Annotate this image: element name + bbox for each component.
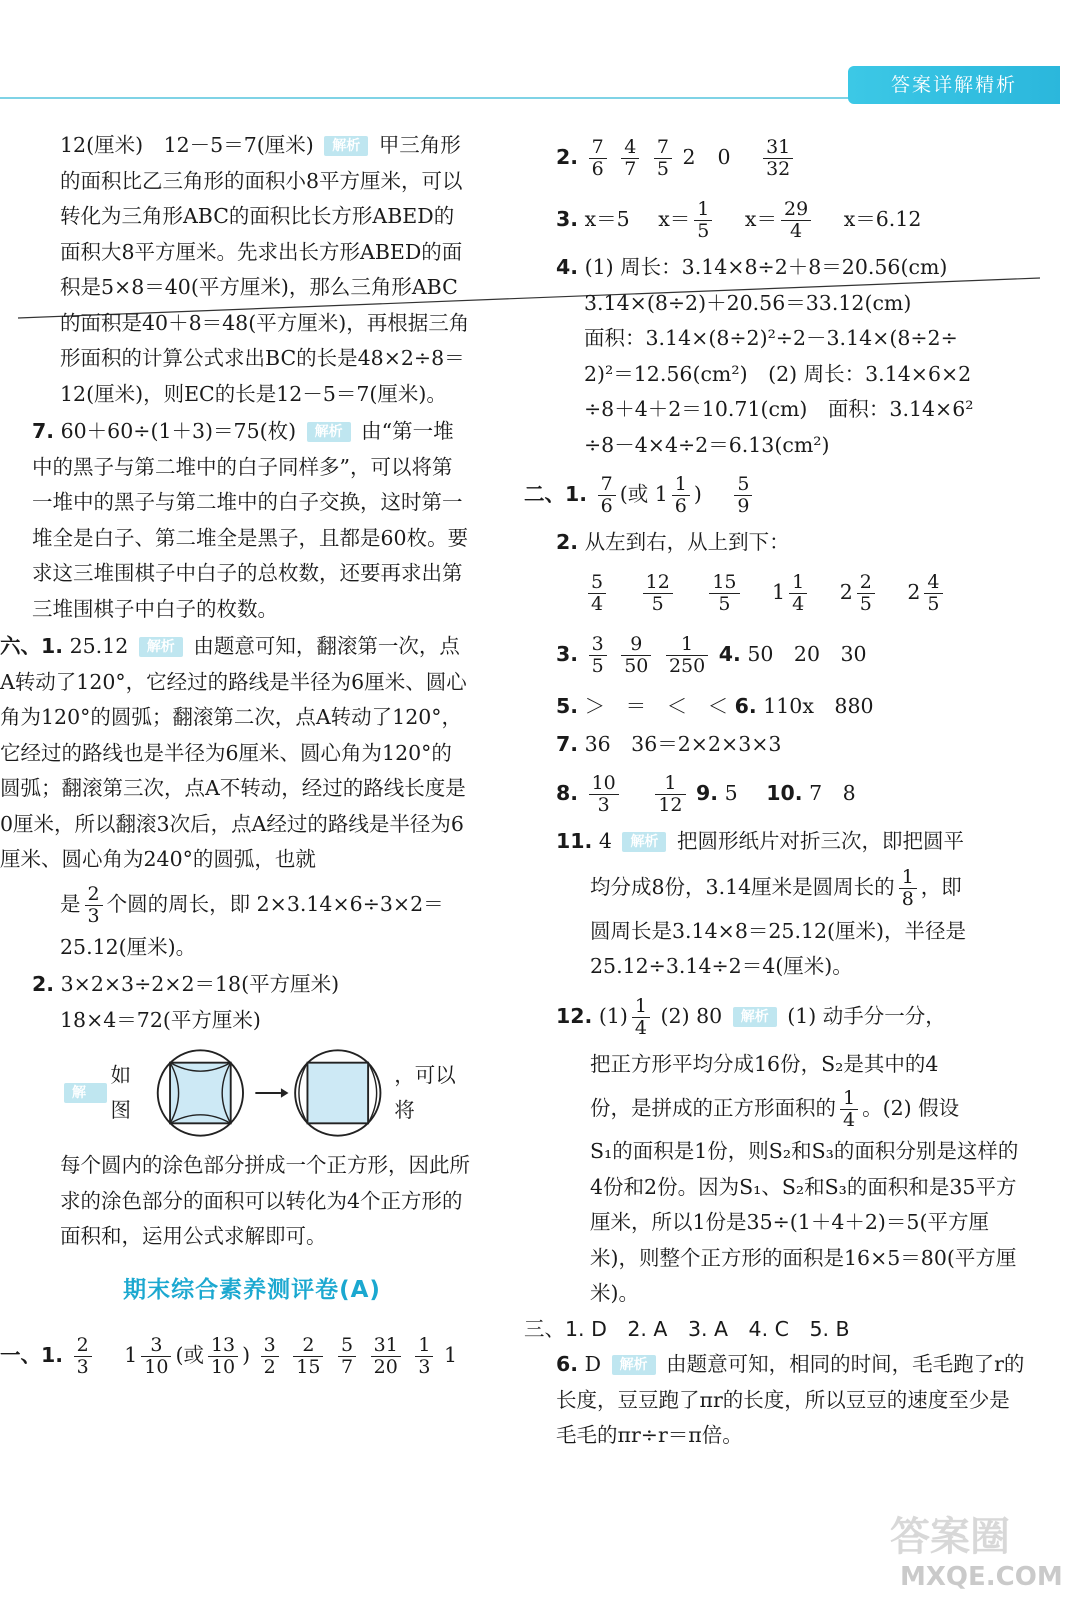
r-s2-q12-line: S₁的面积是1份，则S₂和S₃的面积分别是这样的4份和2份。因为S₁、S₂和S₃的面积和是35平方厘米，所以1份是35÷(1＋4＋2)＝5(平方厘米)，则整个正方形的面积是16×5＝80(平方厘米)。 — [590, 1139, 1019, 1305]
analysis-tag: 解析 — [622, 832, 666, 852]
fraction: $\frac{7}{6}$ — [589, 137, 607, 180]
fraction: $\frac{2}{3}$ — [74, 1335, 92, 1378]
analysis-tag: 解析 — [324, 136, 368, 156]
fraction: $\frac{1}{3}$ — [415, 1335, 433, 1378]
left-column — [0, 128, 472, 1386]
fraction: $\frac{1}{8}$ — [899, 867, 917, 910]
fraction: $\frac{2}{5}$ — [857, 572, 875, 615]
fraction: $\frac{15}{5}$ — [709, 572, 739, 615]
r-s2-q11-line: 圆周长是3.14×8＝25.12(厘米)，半径是 — [590, 918, 967, 943]
analysis-tag: 解析 — [733, 1007, 777, 1027]
fraction: $\frac{3}{2}$ — [261, 1335, 279, 1378]
r-q4-line: ÷8＋4＋2＝10.71(cm) 面积：3.14×6² — [584, 397, 974, 421]
fraction: $\frac{4}{5}$ — [924, 572, 942, 615]
r-q4-line: 3.14×(8÷2)＋20.56＝33.12(cm) — [584, 290, 912, 315]
r-s2-q11-cont: 均分成8份，3.14厘米是圆周长的 $\frac{1}{8}$ ，即 — [590, 865, 962, 910]
fraction: $\frac{2}{15}$ — [293, 1335, 323, 1378]
r-s2-q3-q4: 3. $\frac{3}{5}$ $\frac{9}{50}$ $\frac{1}{250}$ 4. 50 20 30 — [556, 632, 867, 677]
q6-1-end: 25.12(厘米)。 — [60, 934, 197, 959]
fraction: $\frac{3}{5}$ — [589, 634, 607, 677]
circle-square-figure — [153, 1043, 390, 1143]
r-q4-line: ÷8－4×4÷2＝6.13(cm²) — [584, 432, 830, 457]
fraction: $\frac{10}{3}$ — [589, 773, 619, 816]
fraction: $\frac{9}{50}$ — [621, 634, 651, 677]
fraction: $\frac{1}{12}$ — [655, 773, 685, 816]
r-s2-q1: 二、1. $\frac{7}{6}$ (或 1 $\frac{1}{6}$ ) $\frac{5}{9}$ — [524, 463, 1026, 525]
fraction: $\frac{1}{250}$ — [666, 634, 708, 677]
fraction: $\frac{5}{4}$ — [588, 572, 606, 615]
q6-1: 六、1. 25.12 解析 由题意可知，翻滚第一次，点A转动了120°，它经过的路线是半径为6厘米、圆心角为120°的圆弧；翻滚第二次，点A转动了120°，它经过的路线也是半径为6厘米、圆心角为120°的圆弧；翻滚第三次，点A不转动，经过的路线长度是0厘米，所以翻滚3次后，点A经过的路线是半径为6厘米、圆心角为240°的圆弧，也就 — [0, 634, 467, 871]
r-s3-q6: 6. D 解析 由题意可知，相同的时间，毛毛跑了r的长度，豆豆跑了πr的长度，所以豆豆的速度至少是毛毛的πr÷r＝π倍。 — [556, 1352, 1025, 1447]
fraction: $\frac{1}{4}$ — [632, 996, 650, 1039]
fraction: $\frac{1}{5}$ — [694, 199, 712, 242]
final-test-q1: 一、1. $\frac{2}{3}$ 1 $\frac{3}{10}$ (或 $\frac{13}{10}$ ) $\frac{3}{2}$ $\frac{2}{15}$ $\frac{5}{7}$ $\frac{31}{20}$ $\frac{1}{3}$ 1 — [0, 1334, 458, 1378]
watermark-logo: 答案圈 — [890, 1514, 1010, 1560]
fraction: $\frac{13}{10}$ — [208, 1335, 238, 1378]
fraction: $\frac{29}{4}$ — [781, 199, 811, 242]
r-s2-q12-cont: 份，是拼成的正方形面积的 $\frac{1}{4}$ 。(2) 假设 — [590, 1087, 960, 1131]
q6-answer: 12(厘米) 12－5＝7(厘米) 解析 甲三角形的面积比乙三角形的面积小8平方厘米，可以转化为三角形ABC的面积比长方形ABED的面积大8平方厘米。先求出长方形ABED的面积是5×8＝40(平方厘米)，那么三角形ABC的面积是40＋8＝48(平方厘米)，再根据三角形面积的计算公式求出BC的长是48×2÷8＝12(厘米)，则EC的长是12－5＝7(厘米)。 — [60, 133, 470, 406]
fraction: $\frac{4}{7}$ — [621, 137, 639, 180]
r-q4-line: 面积：3.14×(8÷2)²÷2－3.14×(8÷2÷ — [584, 326, 958, 350]
r-q4: 4. (1) 周长：3.14×8÷2＋8＝20.56(cm) — [556, 255, 948, 279]
q6-2-figure-row: 解析 如图 ，可以将 — [32, 1038, 472, 1148]
r-q3: 3. x＝5 x＝ $\frac{1}{5}$ x＝ $\frac{29}{4}$ x＝6.12 — [556, 198, 922, 242]
fraction: $\frac{5}{7}$ — [338, 1335, 356, 1378]
header-rule — [0, 97, 860, 99]
header-tab: 答案详解精析 — [848, 66, 1060, 104]
r-s2-q2: 2. 从左到右，从上到下： — [556, 530, 790, 554]
r-s2-q5-q6: 5. ＞ ＝ ＜ ＜ 6. 110x 880 — [556, 693, 874, 718]
analysis-tag: 解析 — [139, 637, 183, 657]
right-column — [524, 128, 1026, 1454]
r-s2-q12: 12. (1) $\frac{1}{4}$ (2) 80 解析 (1) 动手分一分， — [556, 994, 946, 1039]
fraction: $\frac{2}{3}$ — [85, 884, 103, 927]
r-q4-line: 2)²＝12.56(cm²) (2) 周长：3.14×6×2 — [584, 361, 972, 386]
analysis-tag: 解析 — [64, 1083, 107, 1103]
r-s2-q2-fracs: $\frac{5}{4}$ $\frac{12}{5}$ $\frac{15}{5}$ 1 $\frac{1}{4}$ 2 $\frac{2}{5}$ 2 $\frac{4}{5}$ — [556, 561, 1026, 623]
q6-2: 2. 3×2×3÷2×2＝18(平方厘米) — [32, 972, 340, 996]
r-q2: 2. $\frac{7}{6}$ $\frac{4}{7}$ $\frac{7}{5}$ 2 0 $\frac{31}{32}$ — [556, 126, 1026, 188]
fraction: $\frac{5}{9}$ — [734, 474, 752, 517]
fraction: $\frac{1}{6}$ — [672, 474, 690, 517]
watermark-url: MXQE.COM — [900, 1562, 1063, 1592]
r-s2-q12-line: 把正方形平均分成16份，S₂是其中的4 — [590, 1051, 939, 1076]
r-s2-q8-q10: 8. $\frac{10}{3}$ $\frac{1}{12}$ 9. 5 10. 7 8 — [556, 772, 856, 816]
q7: 7. 60＋60÷(1＋3)＝75(枚) 解析 由“第一堆中的黑子与第二堆中的白子同样多”，可以将第一堆中的黑子与第二堆中的白子交换，这时第一堆全是白子、第二堆全是黑子，且都是60枚。要求这三堆围棋子中白子的总枚数，还要再求出第三堆围棋子中白子的枚数。 — [32, 419, 469, 621]
fraction: $\frac{1}{4}$ — [840, 1088, 858, 1131]
fraction: $\frac{31}{32}$ — [763, 137, 793, 180]
fraction: $\frac{7}{6}$ — [598, 474, 616, 517]
r-s3-line: 三、1. D 2. A 3. A 4. C 5. B — [524, 1316, 850, 1341]
q6-2-explanation: 每个圆内的涂色部分拼成一个正方形，因此所求的涂色部分的面积可以转化为4个正方形的面积和，运用公式求解即可。 — [60, 1153, 470, 1248]
fraction: $\frac{1}{4}$ — [789, 572, 807, 615]
r-s2-q7: 7. 36 36＝2×2×3×3 — [556, 731, 782, 756]
fraction: $\frac{3}{10}$ — [141, 1335, 171, 1378]
fraction: $\frac{31}{20}$ — [371, 1335, 401, 1378]
fraction: $\frac{12}{5}$ — [643, 572, 673, 615]
q6-2-line2: 18×4＝72(平方厘米) — [60, 1007, 261, 1032]
section-title: 期末综合素养测评卷(A) — [123, 1276, 381, 1303]
analysis-tag: 解析 — [612, 1355, 656, 1375]
analysis-tag: 解析 — [307, 422, 351, 442]
r-s2-q11: 11. 4 解析 把圆形纸片对折三次，即把圆平 — [556, 829, 964, 853]
q6-1-cont: 是 $\frac{2}{3}$ 个圆的周长，即 2×3.14×6÷3×2＝ — [60, 882, 444, 927]
r-s2-q11-line: 25.12÷3.14÷2＝4(厘米)。 — [590, 954, 853, 978]
fraction: $\frac{7}{5}$ — [654, 137, 672, 180]
